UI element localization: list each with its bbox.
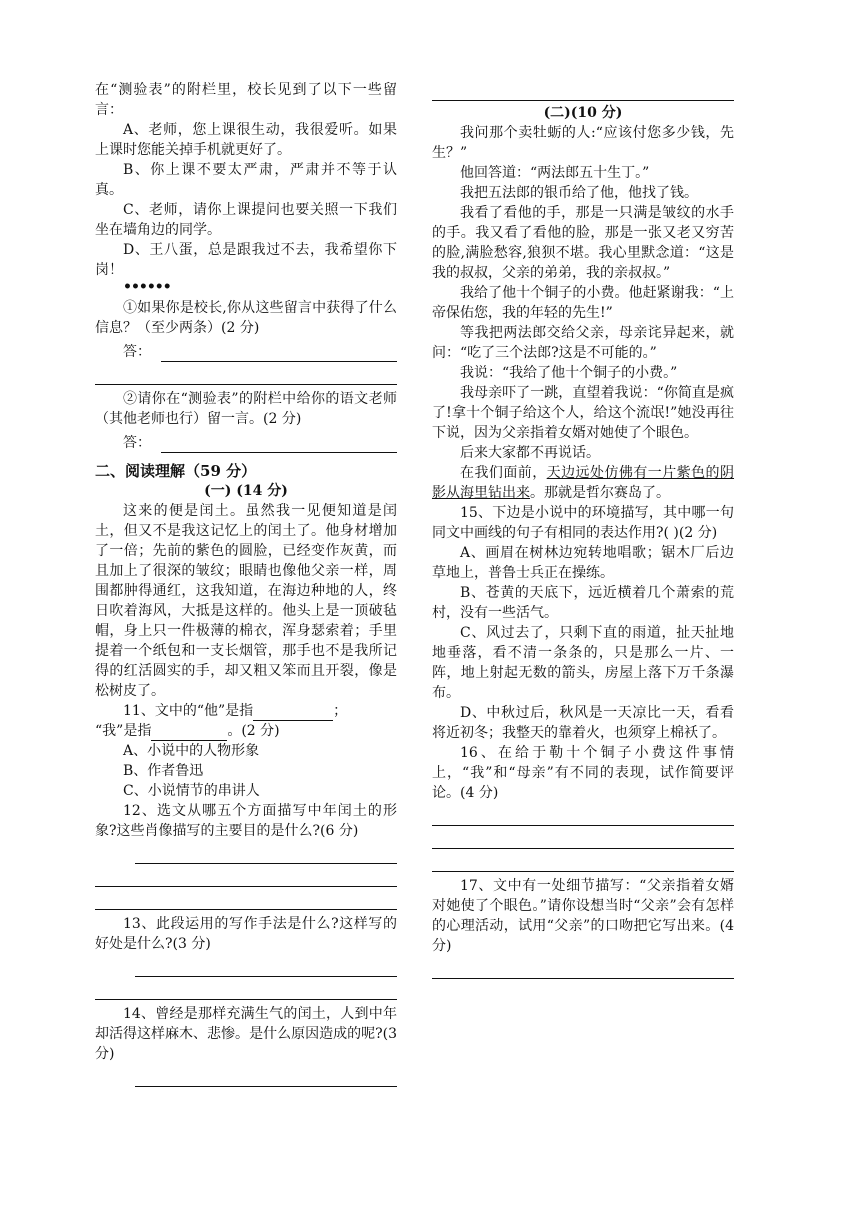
part-1-title: (一) (14 分): [204, 483, 288, 499]
answer-line-16a[interactable]: [432, 805, 734, 826]
answer-line-2[interactable]: [95, 433, 397, 453]
question-2: ②请你在“测验表”的附栏中给你的语文老师（其他老师也行）留一言。(2 分): [95, 391, 397, 427]
paragraph-4: 我看了看他的手，那是一只满是皱纹的水手的手。我又看了看他的脸，那是一张又老又穷苦的脸,满脸愁容,狼狈不堪。我心里默念道：“这是我的叔叔，父亲的弟弟，我的亲叔叔。”: [432, 205, 734, 281]
option-11a: A、小说中的人物形象: [123, 743, 260, 759]
answer-line-16c[interactable]: [432, 851, 734, 872]
message-b: B、你上课不要太严肃，严肃并不等于认真。: [95, 162, 397, 198]
message-d: D、王八蛋，总是跟我过不去，我希望你下岗！: [95, 242, 397, 278]
part-2-title: (二)(10 分): [543, 105, 623, 121]
ellipsis-dots: ••••••: [123, 279, 171, 295]
option-15b: B、苍黄的天底下，远近横着几个萧索的荒村，没有一些活气。: [432, 585, 734, 621]
option-11b: B、作者鲁迅: [123, 763, 204, 779]
answer-line-14[interactable]: [135, 1066, 397, 1087]
paragraph-8: 我母亲吓了一跳，直望着我说：“你简直是疯了!拿十个铜子给这个人，给这个流氓!”她没再往下说，因为父亲指着女婿对她使了个眼色。: [432, 385, 734, 441]
paragraph-2: 他回答道：“两法郎五十生丁。”: [460, 165, 650, 181]
answer-line-13b[interactable]: [95, 979, 397, 1000]
blank-11b[interactable]: [151, 726, 227, 741]
paragraph-5: 我给了他十个铜子的小费。他赶紧谢我：“上帝保佑您，我的年轻的先生!”: [432, 285, 734, 321]
left-column: [95, 80, 397, 1087]
question-1: ①如果你是校长,你从这些留言中获得了什么信息？（至少两条）(2 分): [95, 300, 397, 336]
answer-line-12b[interactable]: [95, 866, 397, 887]
message-c: C、老师，请你上课提问也要关照一下我们坐在墙角边的同学。: [95, 202, 397, 238]
question-14: 14、曾经是那样充满生气的闰土，人到中年却活得这样麻木、悲惨。是什么原因造成的呢?(3 分): [95, 1006, 397, 1062]
answer-line-12c[interactable]: [95, 889, 397, 910]
top-rule: [432, 100, 734, 101]
answer-line-16b[interactable]: [432, 828, 734, 849]
section-2-title: 二、阅读理解（59 分）: [95, 462, 257, 480]
paragraph-7: 我说：“我给了他十个铜子的小费。”: [460, 365, 678, 381]
paragraph-10: 在我们面前，天边远处仿佛有一片紫色的阴影从海里钻出来。那就是哲尔赛岛了。: [432, 465, 735, 501]
paragraph-3: 我把五法郎的银币给了他，他找了钱。: [460, 185, 698, 201]
question-16: 16、在给于勒十个铜子小费这件事情上，“我”和“母亲”有不同的表现，试作简要评论。(4 分): [432, 745, 734, 801]
option-15a: A、画眉在树林边宛转地唱歌；锯木厂后边草地上，普鲁士兵正在操练。: [432, 545, 734, 581]
option-15c: C、风过去了，只剩下直的雨道，扯天扯地地垂落，看不清一条条的，只是那么一片、一阵，地上射起无数的箭头，房屋上落下万千条瀑布。: [432, 625, 734, 701]
question-13: 13、此段运用的写作手法是什么?这样写的好处是什么?(3 分): [95, 916, 397, 952]
answer-label: 答：: [123, 344, 151, 360]
answer-line-12a[interactable]: [135, 843, 397, 864]
paragraph-6: 等我把两法郎交给父亲，母亲诧异起来，就问：“吃了三个法郎?这是不可能的。”: [432, 325, 734, 361]
question-12: 12、选文从哪五个方面描写中年闰土的形象?这些肖像描写的主要目的是什么?(6 分): [95, 803, 397, 839]
question-11-cont: “我”是指 。(2 分): [95, 723, 280, 739]
answer-line-1[interactable]: [95, 342, 397, 362]
option-11c: C、小说情节的串讲人: [123, 783, 260, 799]
underlined-sentence: 天边远处仿佛有一片紫色的阴影从海里钻出来: [432, 465, 735, 501]
option-15d: D、中秋过后，秋风是一天凉比一天，看看将近初冬；我整天的靠着火，也须穿上棉袄了。: [432, 705, 734, 741]
question-11: 11、文中的“他”是指 ；: [123, 703, 348, 719]
answer-line-17[interactable]: [432, 958, 734, 979]
question-15: 15、下边是小说中的环境描写，其中哪一句同文中画线的句子有相同的表达作用?( )(2 分): [432, 505, 734, 541]
blank-11a[interactable]: [253, 706, 333, 721]
paragraph-1: 我问那个卖牡蛎的人:“应该付您多少钱，先生？”: [432, 125, 734, 161]
intro-text: 在“测验表”的附栏里，校长见到了以下一些留言：: [95, 82, 397, 118]
answer-line-13a[interactable]: [135, 956, 397, 977]
passage-1: 这来的便是闰土。虽然我一见便知道是闰土，但又不是我这记忆上的闰土了。他身材增加了一倍；先前的紫色的圆脸，已经变作灰黄，而且加上了很深的皱纹；眼睛也像他父亲一样，周围都肿得通红，这我知道，在海边种地的人，终日吹着海风，大抵是这样的。他头上是一顶破毡帽，身上只一件极薄的棉衣，浑身瑟索着；手里提着一个纸包和一支长烟管，那手也不是我所记得的红活圆实的手，却又粗又笨而且开裂，像是松树皮了。: [95, 503, 397, 699]
paragraph-9: 后来大家都不再说话。: [460, 445, 600, 461]
question-17: 17、文中有一处细节描写：“父亲指着女婿对她使了个眼色。”请你设想当时“父亲”会有怎样的心理活动，试用“父亲”的口吻把它写出来。(4 分): [432, 878, 734, 954]
answer-label: 答：: [123, 435, 151, 451]
right-column: [432, 80, 734, 979]
answer-line-1b[interactable]: [95, 364, 397, 385]
message-a: A、老师，您上课很生动，我很爱听。如果上课时您能关掉手机就更好了。: [95, 122, 397, 158]
